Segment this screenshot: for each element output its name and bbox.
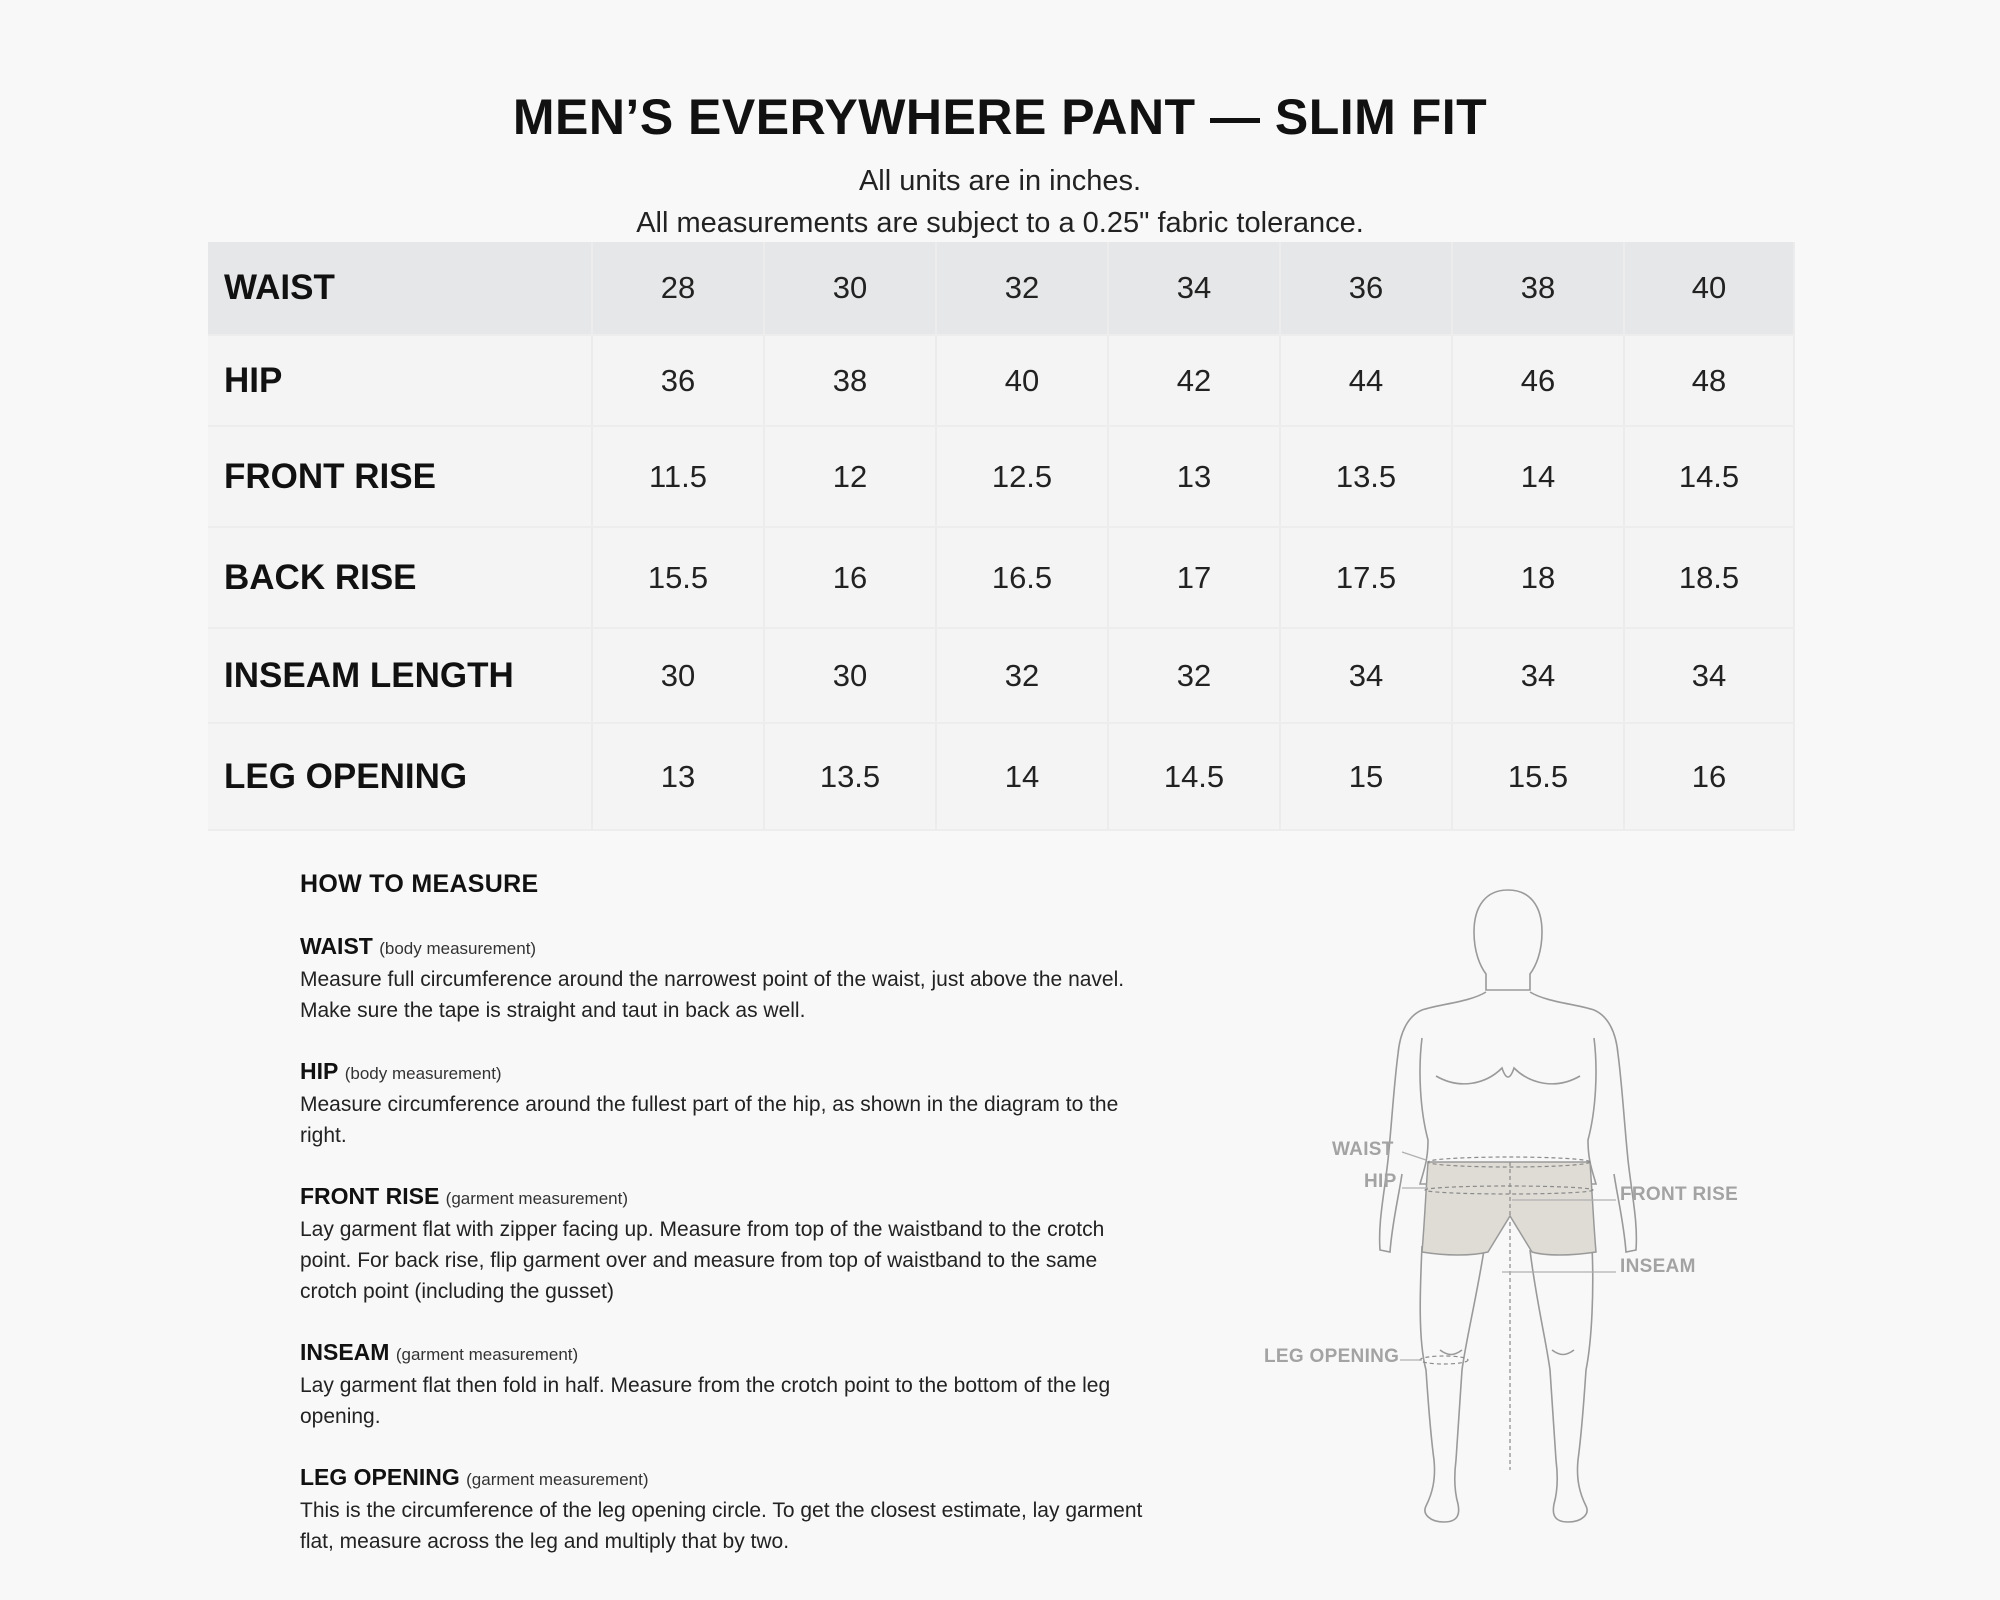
measure-item-type: (garment measurement) — [445, 1189, 629, 1208]
row-label: LEG OPENING — [208, 723, 592, 830]
size-cell: 13.5 — [1280, 426, 1452, 527]
size-cell: 13.5 — [764, 723, 936, 830]
size-cell: 34 — [1108, 242, 1280, 335]
size-cell: 18 — [1452, 527, 1624, 628]
row-label: WAIST — [208, 242, 592, 335]
size-cell: 32 — [1108, 628, 1280, 723]
measure-item-type: (body measurement) — [344, 1064, 502, 1083]
size-cell: 46 — [1452, 335, 1624, 426]
units-note: All units are in inches. — [858, 165, 1142, 197]
size-cell: 14.5 — [1624, 426, 1794, 527]
size-row-front-rise — [208, 426, 1794, 527]
measure-item-waist — [300, 931, 1150, 1026]
row-label: HIP — [208, 335, 592, 426]
measure-item-description: Measure full circumference around the narrowest point of the waist, just above the navel. Make sure the tape is straight and taut in back as well. — [300, 968, 1125, 1022]
measure-item-header — [300, 1337, 1150, 1370]
measure-item-description: Lay garment flat with zipper facing up. Measure from top of the waistband to the crotch point. For back rise, flip garment over and measure from top of waistband to the same crotch point (including the gusset) — [300, 1218, 1105, 1303]
measure-item-name: WAIST — [300, 933, 373, 959]
size-cell: 14 — [936, 723, 1108, 830]
size-row-hip — [208, 335, 1794, 426]
size-cell: 30 — [764, 242, 936, 335]
size-cell: 15.5 — [592, 527, 764, 628]
how-to-measure-heading: HOW TO MEASURE — [300, 870, 539, 898]
size-cell: 12 — [764, 426, 936, 527]
size-cell: 36 — [1280, 242, 1452, 335]
size-cell: 40 — [936, 335, 1108, 426]
how-to-measure-section — [300, 870, 1150, 1587]
size-cell: 36 — [592, 335, 764, 426]
right-leg-outline — [1530, 1246, 1593, 1522]
size-cell: 34 — [1452, 628, 1624, 723]
size-row-waist — [208, 242, 1794, 335]
row-label: INSEAM LENGTH — [208, 628, 592, 723]
body-figure-illustration — [1240, 870, 1760, 1550]
page-title: MEN’S EVERYWHERE PANT — SLIM FIT — [512, 89, 1488, 145]
size-cell: 13 — [592, 723, 764, 830]
measure-item-header — [300, 1462, 1150, 1495]
measure-item-leg-opening — [300, 1462, 1150, 1557]
size-row-inseam-length — [208, 628, 1794, 723]
shorts-shape — [1422, 1162, 1596, 1255]
row-label: FRONT RISE — [208, 426, 592, 527]
size-cell: 13 — [1108, 426, 1280, 527]
measure-item-type: (body measurement) — [379, 939, 537, 958]
size-chart-table — [208, 242, 1795, 831]
measure-item-name: LEG OPENING — [300, 1464, 460, 1490]
diagram-label-hip: HIP — [1364, 1171, 1397, 1192]
diagram-label-leg-opening: LEG OPENING — [1264, 1346, 1400, 1367]
diagram-label-inseam: INSEAM — [1620, 1256, 1696, 1277]
diagram-label-waist: WAIST — [1332, 1139, 1394, 1160]
size-cell: 17.5 — [1280, 527, 1452, 628]
size-cell: 14 — [1452, 426, 1624, 527]
size-cell: 30 — [764, 628, 936, 723]
size-cell: 40 — [1624, 242, 1794, 335]
measure-item-name: INSEAM — [300, 1339, 390, 1365]
diagram-label-front-rise: FRONT RISE — [1620, 1184, 1739, 1205]
left-leg-outline — [1420, 1246, 1484, 1522]
measure-item-front-rise — [300, 1181, 1150, 1307]
size-cell: 15.5 — [1452, 723, 1624, 830]
size-row-leg-opening — [208, 723, 1794, 830]
size-cell: 12.5 — [936, 426, 1108, 527]
measure-item-inseam — [300, 1337, 1150, 1432]
size-cell: 32 — [936, 242, 1108, 335]
measure-item-description: This is the circumference of the leg opening circle. To get the closest estimate, lay garment flat, measure across the leg and multiply that by two. — [300, 1499, 1143, 1553]
tolerance-note: All measurements are subject to a 0.25" fabric tolerance. — [636, 207, 1364, 239]
size-cell: 38 — [1452, 242, 1624, 335]
size-cell: 16.5 — [936, 527, 1108, 628]
measure-item-name: HIP — [300, 1058, 339, 1084]
size-cell: 34 — [1624, 628, 1794, 723]
measure-item-name: FRONT RISE — [300, 1183, 440, 1209]
size-cell: 14.5 — [1108, 723, 1280, 830]
size-cell: 18.5 — [1624, 527, 1794, 628]
size-cell: 30 — [592, 628, 764, 723]
size-cell: 38 — [764, 335, 936, 426]
size-cell: 16 — [1624, 723, 1794, 830]
measure-item-description: Lay garment flat then fold in half. Measure from the crotch point to the bottom of the leg opening. — [300, 1374, 1111, 1428]
size-cell: 28 — [592, 242, 764, 335]
size-cell: 16 — [764, 527, 936, 628]
body-diagram — [1240, 870, 1760, 1550]
size-cell: 32 — [936, 628, 1108, 723]
size-cell: 48 — [1624, 335, 1794, 426]
page-subtitle — [0, 160, 2000, 244]
measure-item-header — [300, 931, 1150, 964]
size-row-back-rise — [208, 527, 1794, 628]
size-cell: 44 — [1280, 335, 1452, 426]
row-label: BACK RISE — [208, 527, 592, 628]
size-cell: 15 — [1280, 723, 1452, 830]
measure-item-description: Measure circumference around the fullest part of the hip, as shown in the diagram to the right. — [300, 1093, 1119, 1147]
measure-item-hip — [300, 1056, 1150, 1151]
head-outline — [1474, 890, 1542, 990]
size-cell: 17 — [1108, 527, 1280, 628]
measure-item-type: (garment measurement) — [466, 1470, 649, 1489]
size-cell: 11.5 — [592, 426, 764, 527]
leg-opening-measure-line — [1420, 1356, 1468, 1364]
size-cell: 34 — [1280, 628, 1452, 723]
measure-item-type: (garment measurement) — [395, 1345, 579, 1364]
measure-item-header — [300, 1056, 1150, 1089]
size-cell: 42 — [1108, 335, 1280, 426]
measure-item-header — [300, 1181, 1150, 1214]
